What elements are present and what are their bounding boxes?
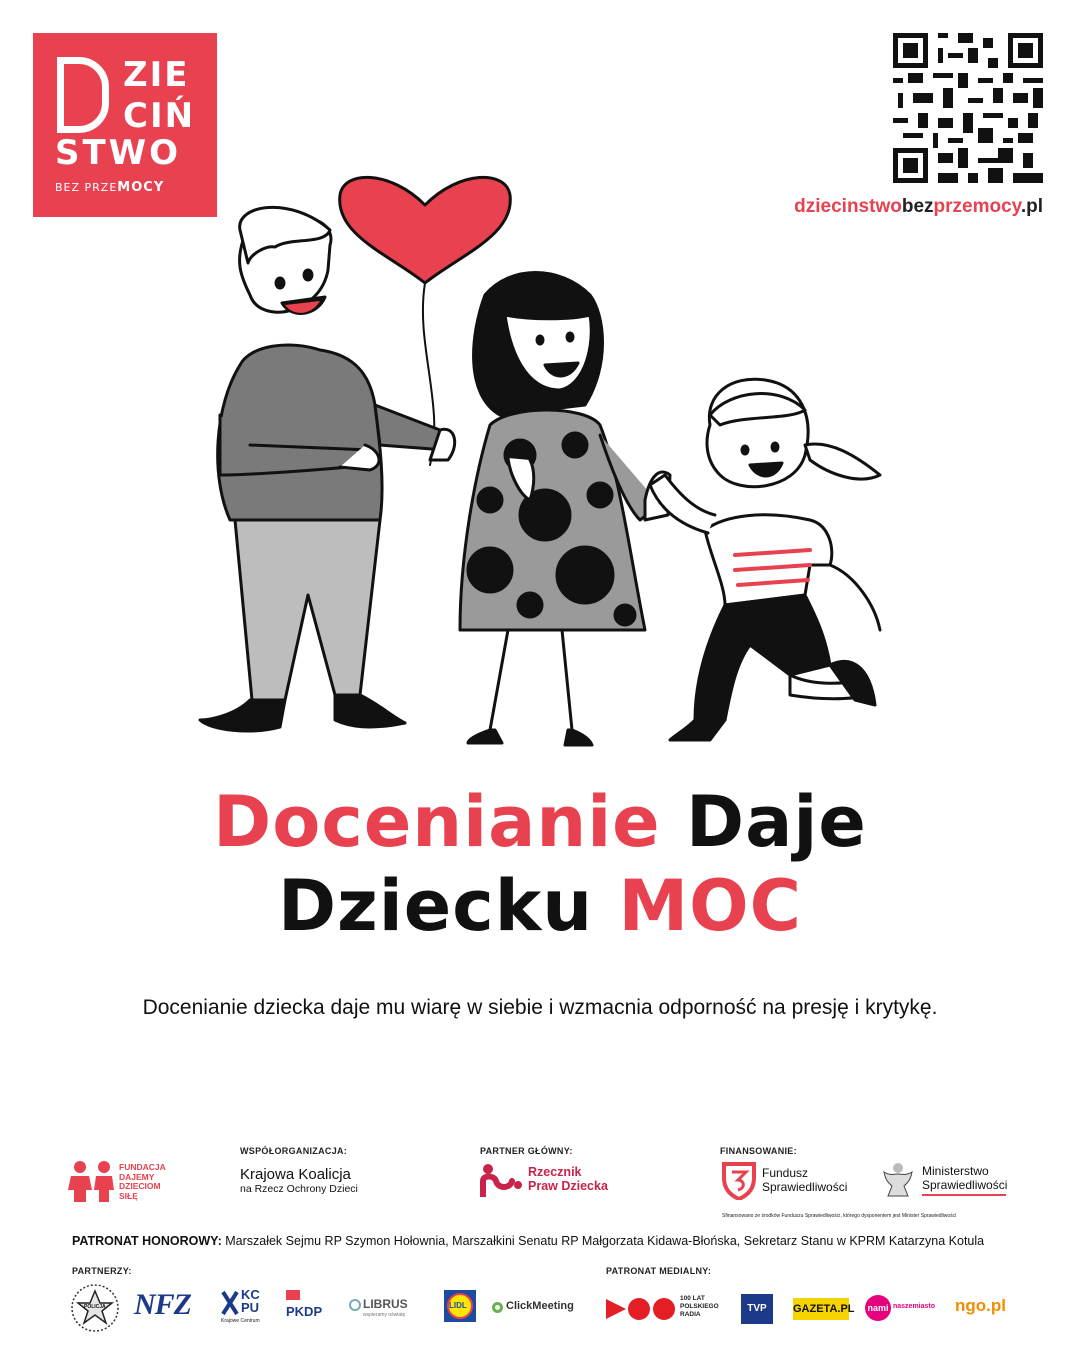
patronat-text: Marszałek Sejmu RP Szymon Hołownia, Marszałkini Senatu RP Małgorzata Kidawa-Błońska, Sekretarz Stanu w KPRM Katarzyna Kotula bbox=[221, 1234, 985, 1248]
koalicja-line-1: Krajowa Koalicja bbox=[240, 1166, 351, 1183]
headline-word-daje: Daje bbox=[686, 781, 867, 863]
fundacja-line-1: FUNDACJA bbox=[119, 1162, 166, 1172]
url-part-3: przemocy bbox=[933, 196, 1021, 217]
librus-text: LIBRUS bbox=[363, 1297, 408, 1311]
mother-figure bbox=[460, 273, 670, 746]
headline bbox=[150, 780, 930, 948]
clickmeeting-text: ClickMeeting bbox=[506, 1300, 574, 1312]
policja-text: POLICJA bbox=[84, 1304, 106, 1310]
fundacja-line-2: DAJEMY bbox=[119, 1171, 155, 1182]
nami-badge: nami bbox=[865, 1295, 891, 1321]
kcpu-logo[interactable] bbox=[221, 1288, 271, 1328]
fundacja-logo[interactable] bbox=[68, 1160, 178, 1204]
fundusz-line-1: Fundusz bbox=[762, 1166, 809, 1180]
patronat-label: PATRONAT HONOROWY: bbox=[72, 1234, 222, 1248]
logo-d-letter bbox=[57, 57, 109, 133]
children-icon bbox=[68, 1160, 118, 1202]
pkdp-text: PKDP bbox=[286, 1304, 323, 1319]
koalicja-line-2: na Rzecz Ochrony Dzieci bbox=[240, 1183, 358, 1195]
logo-tag-regular: BEZ PRZE bbox=[55, 181, 118, 194]
fundacja-line-4: SIŁĘ bbox=[119, 1190, 138, 1201]
kcpu-sub: Krajowe Centrum bbox=[221, 1318, 260, 1324]
subtitle: Docenianie dziecka daje mu wiarę w siebie i wzmacnia odporność na presję i krytykę. bbox=[142, 996, 938, 1019]
fundacja-line-3: DZIECIOM bbox=[119, 1181, 161, 1191]
ministerstwo-line-2: Sprawiedliwości bbox=[922, 1178, 1008, 1192]
patronat-medialny-label: PATRONAT MEDIALNY: bbox=[606, 1266, 712, 1276]
pkdp-logo[interactable] bbox=[286, 1290, 330, 1324]
clickmeeting-icon bbox=[492, 1302, 503, 1313]
kcpu-bottom: PU bbox=[241, 1300, 260, 1315]
koalicja-logo[interactable] bbox=[240, 1166, 358, 1195]
logo-tagline bbox=[55, 180, 164, 195]
pkdp-flag-icon bbox=[286, 1290, 300, 1300]
kcpu-cross-icon bbox=[221, 1290, 239, 1316]
ministerstwo-underline bbox=[922, 1194, 1006, 1196]
url-part-2: bez bbox=[901, 196, 934, 217]
finansowanie-label: FINANSOWANIE: bbox=[720, 1146, 797, 1156]
clickmeeting-logo[interactable] bbox=[492, 1300, 582, 1320]
headline-line-1 bbox=[150, 780, 930, 864]
logo-line-3: STWO bbox=[55, 133, 182, 173]
partnerzy-label: PARTNERZY: bbox=[72, 1266, 132, 1276]
gazeta-logo[interactable]: GAZETA.PL bbox=[793, 1298, 849, 1320]
logo-tag-bold: MOCY bbox=[117, 180, 165, 195]
librus-circle-icon bbox=[349, 1299, 361, 1311]
headline-word-dziecku: Dziecku bbox=[277, 865, 594, 947]
heart-balloon bbox=[340, 177, 511, 283]
tvp-logo[interactable]: TVP bbox=[741, 1294, 773, 1324]
logo-line-2: CIŃ bbox=[123, 96, 196, 136]
rzecznik-line-2: Praw Dziecka bbox=[528, 1179, 608, 1193]
policja-logo[interactable] bbox=[70, 1283, 120, 1333]
polskie-radio-logo[interactable] bbox=[606, 1295, 726, 1325]
kcpu-top: KC bbox=[241, 1287, 260, 1302]
family-illustration bbox=[190, 175, 910, 765]
nfz-logo[interactable]: NFZ bbox=[134, 1288, 191, 1321]
url-part-4: .pl bbox=[1020, 196, 1043, 217]
radio-line-3: RADIA bbox=[680, 1311, 701, 1318]
wspolorganizacja-label: WSPÓŁORGANIZACJA: bbox=[240, 1146, 348, 1156]
eagle-emblem-icon bbox=[880, 1160, 916, 1200]
headline-word-docenianie: Docenianie bbox=[213, 781, 661, 863]
librus-logo[interactable] bbox=[349, 1297, 429, 1323]
headline-line-2 bbox=[150, 864, 930, 948]
fundusz-shield-icon bbox=[722, 1160, 756, 1200]
qr-code-icon[interactable] bbox=[893, 33, 1043, 183]
father-figure bbox=[200, 207, 455, 731]
child-figure bbox=[650, 379, 880, 740]
lidl-text: LIDL bbox=[449, 1301, 467, 1310]
radio-line-1: 100 LAT bbox=[680, 1295, 705, 1302]
ngo-logo[interactable]: ngo.pl bbox=[955, 1296, 1006, 1315]
ministerstwo-logo[interactable] bbox=[880, 1160, 1010, 1200]
fundusz-logo[interactable] bbox=[722, 1160, 857, 1200]
headline-word-moc: MOC bbox=[618, 865, 803, 947]
librus-sub: wspieramy oświatę bbox=[363, 1312, 406, 1318]
partner-glowny-label: PARTNER GŁÓWNY: bbox=[480, 1146, 573, 1156]
rzecznik-logo[interactable] bbox=[480, 1163, 620, 1199]
ministerstwo-line-1: Ministerstwo bbox=[922, 1164, 989, 1178]
radio-line-2: POLSKIEGO bbox=[680, 1303, 719, 1310]
fundusz-line-2: Sprawiedliwości bbox=[762, 1180, 848, 1194]
financing-note: Sfinansowano ze środków Funduszu Sprawiedliwości, którego dysponentem jest Minister Sprawiedliwości bbox=[722, 1213, 957, 1219]
lidl-logo[interactable] bbox=[444, 1290, 476, 1322]
logo-line-1: ZIE bbox=[123, 55, 190, 95]
rzecznik-icon bbox=[480, 1163, 524, 1197]
naszemiasto-logo[interactable] bbox=[865, 1295, 945, 1321]
radio-dots-icon bbox=[606, 1297, 678, 1321]
patronat-honorowy bbox=[72, 1234, 1032, 1248]
url-part-1: dziecinstwo bbox=[794, 196, 902, 217]
rzecznik-line-1: Rzecznik bbox=[528, 1165, 582, 1179]
naszemiasto-text: naszemiasto bbox=[893, 1303, 936, 1310]
